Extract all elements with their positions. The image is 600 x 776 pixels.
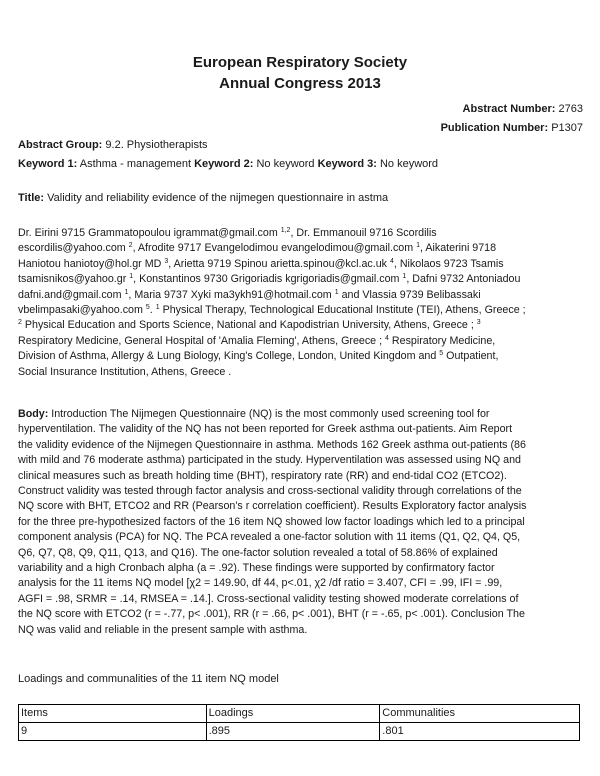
body-line: for the three pre-hypothesized factors of the 16 item NQ showed low factor loadings which led to a principal	[18, 515, 525, 528]
keyword3-value: No keyword	[379, 158, 439, 170]
author-line: dafni.and@gmail.com $^1$, Maria 9737 Xyki ma3ykh91@hotmail.com $^1$ and Vlassia 9739 Belibassaki	[18, 288, 481, 301]
body-label: Body:	[18, 408, 49, 420]
affiliation-line: $^2$ Physical Education and Sports Science, National and Kapodistrian University, Athens, Greece ; $^3$	[18, 319, 481, 332]
author-line: tsamisnikos@yahoo.gr $^1$, Konstantinos 9730 Grigoriadis kgrigoriadis@gmail.com $^1$, Dafni 9732 Antoniadou	[18, 273, 521, 286]
table-header-row	[19, 705, 580, 723]
body-line: Body: Introduction The Nijmegen Questionnaire (NQ) is the most commonly used screening tool for	[18, 408, 490, 420]
body-line: Construct validity was tested through factor analysis and cross-sectional validity through correlations of the	[18, 485, 522, 498]
body-line: variability and a high Cronbach alpha (a = .92). These findings were supported by confirmatory factor	[18, 562, 495, 575]
table-row	[19, 723, 580, 741]
author-line: Dr. Eirini 9715 Grammatopoulou igrammat@gmail.com $^{1,2}$, Dr. Emmanouil 9716 Scordilis	[18, 227, 437, 239]
body-line: component analysis (PCA) for NQ. The PCA revealed a one-factor solution with 11 items (Q1, Q2, Q4, Q5,	[18, 531, 521, 544]
publication-number	[441, 121, 583, 136]
affiliation-line: Respiratory Medicine, General Hospital of 'Amalia Fleming', Athens, Greece ; $^4$ Respiratory Medicine,	[18, 334, 496, 347]
body-line: the validity evidence of the Nijmegen Questionnaire in asthma. Methods 162 Greek asthma out-patients (86	[18, 438, 526, 451]
author-line: escordilis@yahoo.com $^2$, Afrodite 9717 Evangelodimou evangelodimou@gmail.com $^1$, Aikaterini 9718	[18, 242, 497, 255]
abstract-number-label: Abstract Number:	[462, 103, 556, 115]
authors-affiliations	[18, 226, 584, 380]
keywords	[18, 157, 584, 172]
body-line: NQ was valid and reliable in the present sample with asthma.	[18, 623, 308, 636]
abstract-group	[18, 138, 584, 153]
body-line: NQ score with BHT, ETCO2 and RR (Pearson's r correlation coefficient). Results Exploratory factor analysis	[18, 500, 527, 513]
keyword3-label: Keyword 3:	[317, 158, 377, 170]
body-line: the NQ score with ETCO2 (r = -.77, p< .001), RR (r = .66, p< .001), BHT (r = -.65, p< .001). Conclusion The	[18, 608, 525, 621]
abstract-body	[18, 407, 584, 638]
abstract-title	[18, 191, 584, 206]
affiliation-line: Social Insurance Institution, Athens, Greece .	[18, 365, 232, 378]
author-line: Haniotou haniotoy@hol.gr MD $^3$, Arietta 9719 Spinou arietta.spinou@kcl.ac.uk $^4$, Nikolaos 9723 Tsamis	[18, 257, 504, 270]
body-line: analysis for the 11 items NQ model [χ2 = 149.90, df 44, p<.01, χ2 /df ratio = 3.407, CFI = .99, IFI = .99,	[18, 577, 503, 590]
table-caption: Loadings and communalities of the 11 item NQ model	[18, 673, 279, 685]
publication-number-label: Publication Number:	[440, 122, 549, 134]
abstract-number-value: 2763	[558, 103, 583, 115]
body-line: hyperventilation. The validity of the NQ has not been reported for Greek asthma out-patients. Aim Report	[18, 423, 513, 436]
body-line: AGFI = .98, SRMR = .14, RMSEA = .14.]. Cross-sectional validity testing showed moderate correlations of	[18, 592, 519, 605]
body-line: clinical measures such as breath holding time (BHT), respiratory rate (RR) and end-tidal CO2 (ETCO2).	[18, 469, 507, 482]
affiliation-line: Division of Asthma, Allergy & Lung Biology, King's College, London, United Kingdom and $^5$ Outpatient,	[18, 350, 499, 363]
body-line: with mild and 76 moderate asthma) participated in the study. Hyperventilation was assessed using NQ and	[18, 454, 521, 467]
keyword2-label: Keyword 2:	[194, 158, 254, 170]
loadings-table	[18, 704, 580, 741]
header-communalities: Communalities	[380, 705, 580, 723]
abstract-group-label: Abstract Group:	[18, 139, 103, 151]
cell-loading: .895	[206, 723, 380, 741]
keyword2-value: No keyword	[256, 158, 315, 170]
abstract-group-value: 9.2. Physiotherapists	[105, 139, 208, 151]
publication-number-value: P1307	[551, 122, 583, 134]
abstract-number	[463, 102, 583, 117]
body-line: Q6, Q7, Q8, Q9, Q11, Q13, and Q16). The one-factor solution revealed a total of 58.86% of explained	[18, 546, 498, 559]
cell-communality: .801	[380, 723, 580, 741]
header-items: Items	[19, 705, 207, 723]
keyword1-value: Asthma - management	[79, 158, 192, 170]
author-line: vbelimpasaki@yahoo.com $^5$. $^1$ Physical Therapy, Technological Educational Institute (TEI), Athens, Greece ;	[18, 304, 526, 317]
title-text: Validity and reliability evidence of the nijmegen questionnaire in astma	[47, 192, 389, 204]
title-label: Title:	[18, 192, 45, 204]
keyword1-label: Keyword 1:	[18, 158, 78, 170]
conference-title-line2: Annual Congress 2013	[219, 75, 381, 92]
header-loadings: Loadings	[206, 705, 380, 723]
cell-item: 9	[19, 723, 207, 741]
conference-title-line1: European Respiratory Society	[192, 54, 408, 71]
